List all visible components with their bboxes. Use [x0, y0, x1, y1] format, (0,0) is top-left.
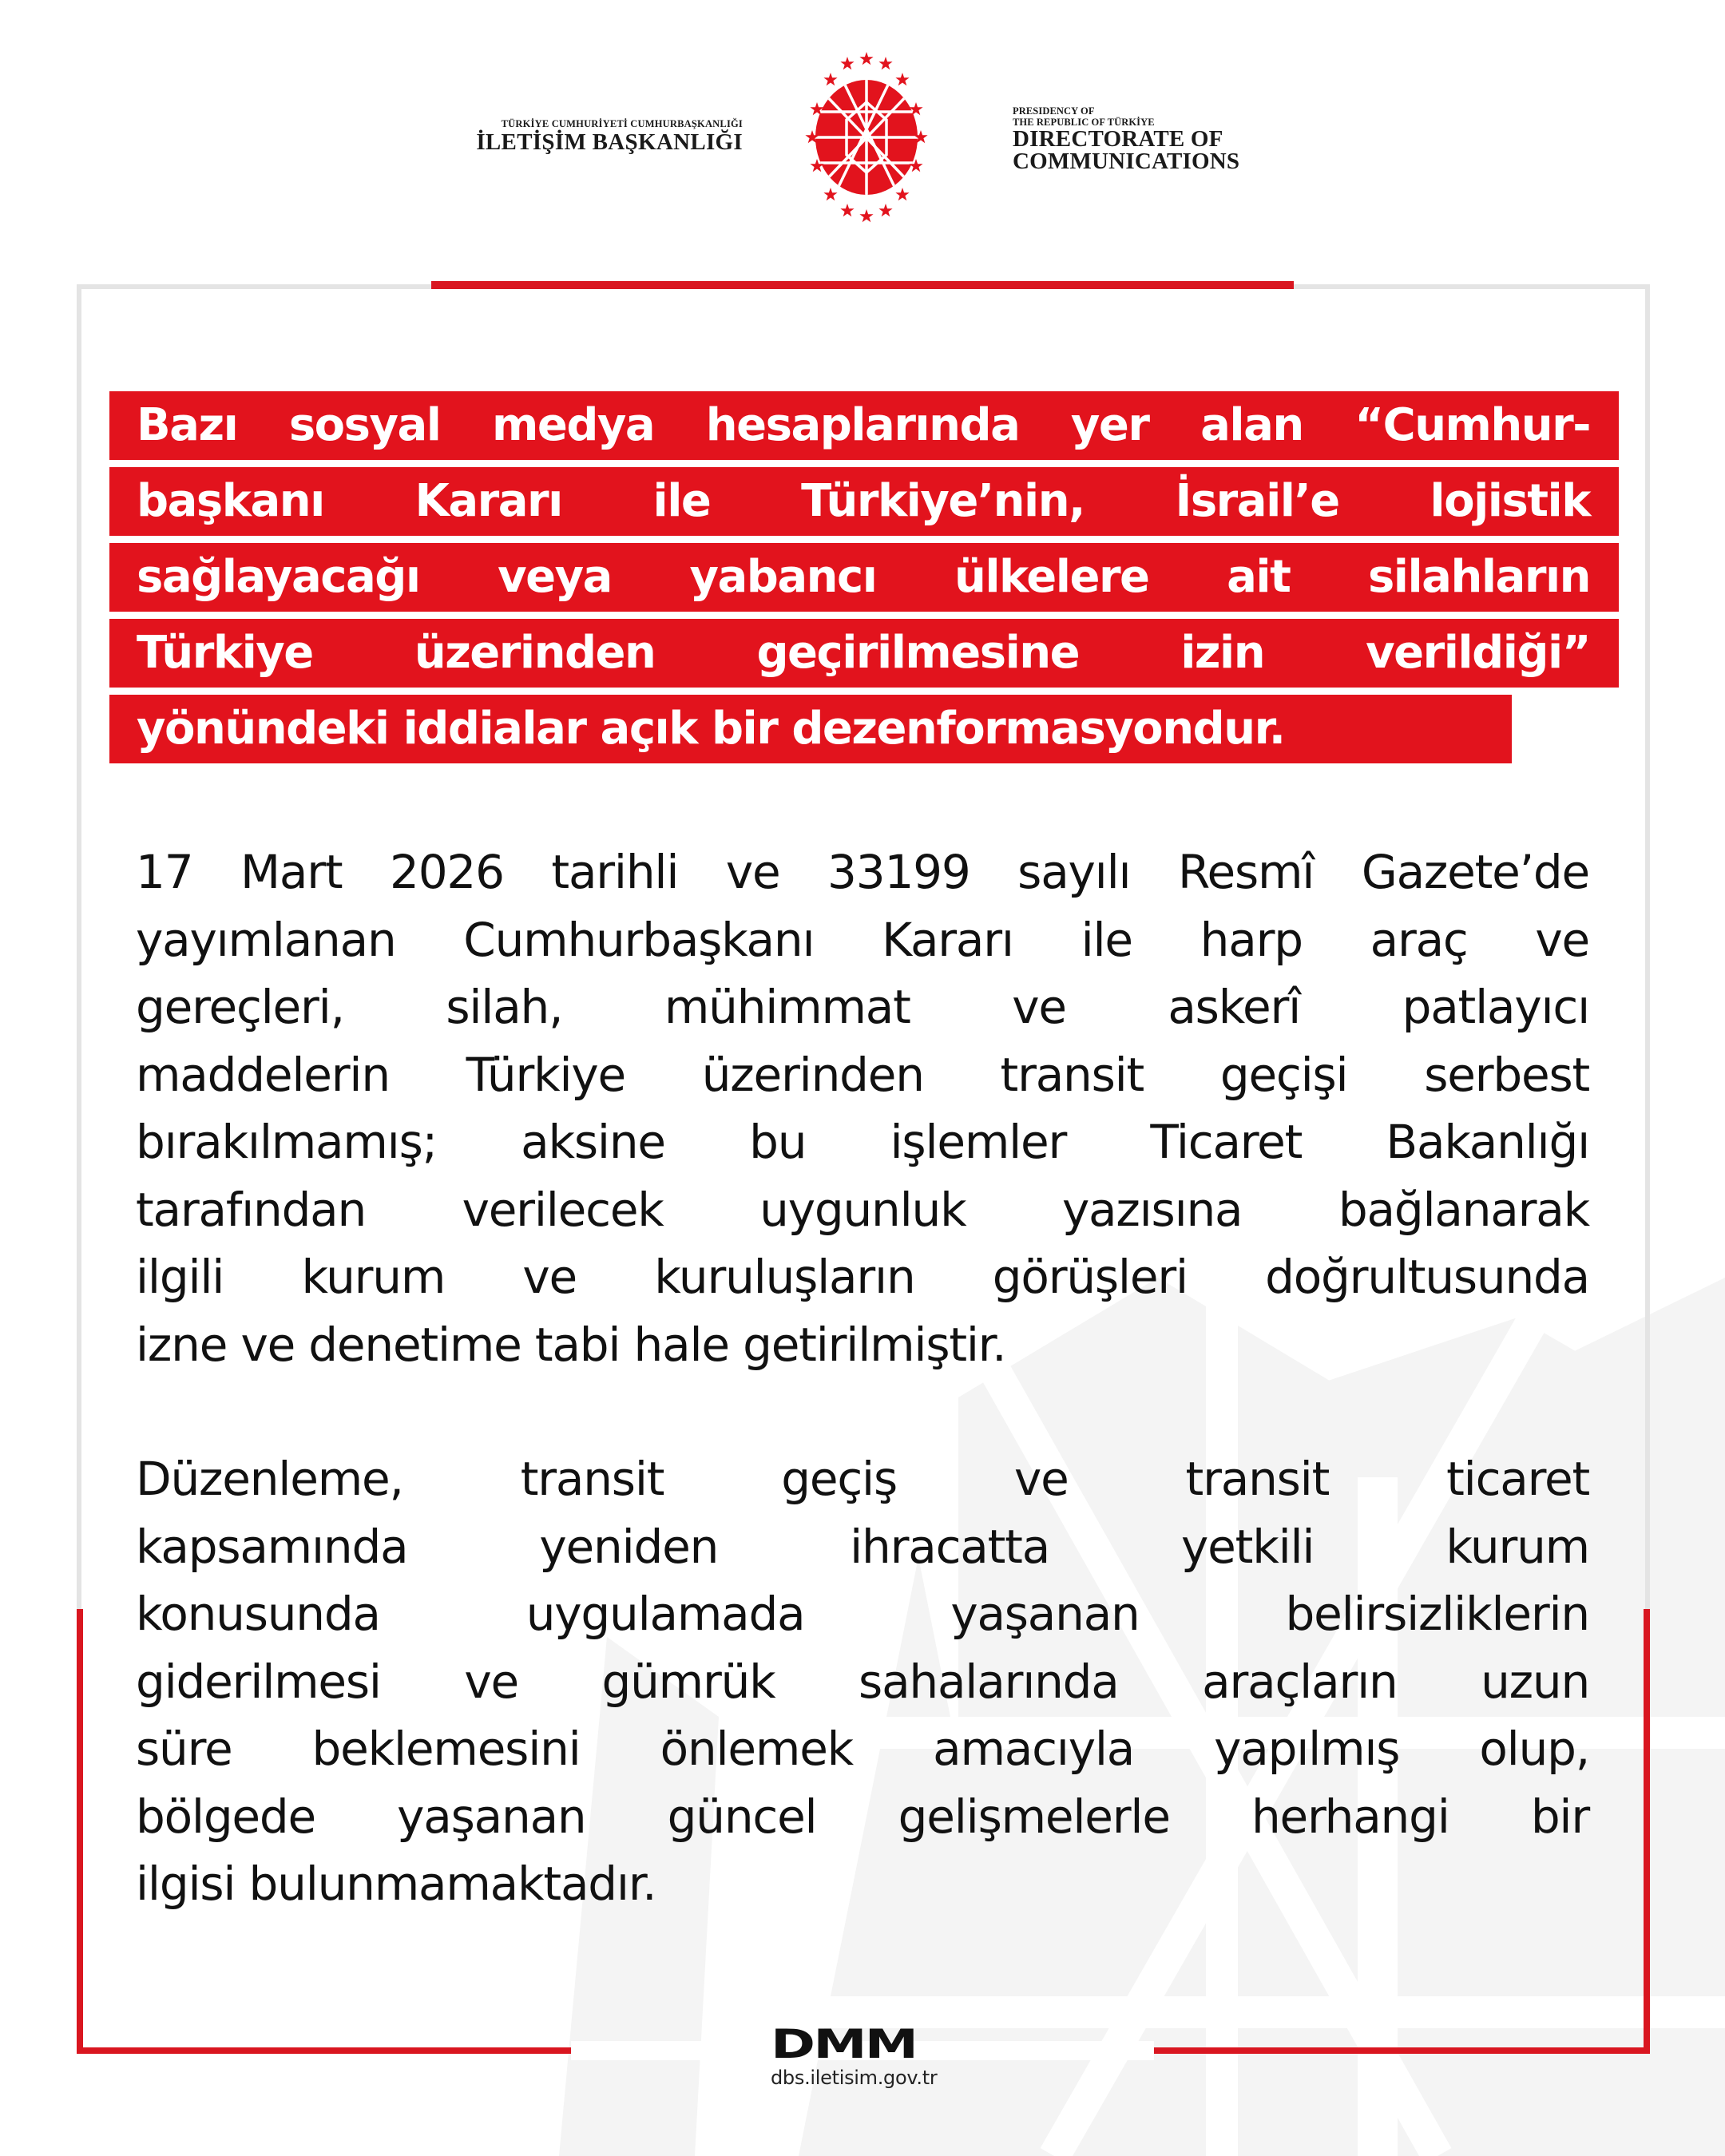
headline	[109, 391, 1619, 771]
headline-line: yönündeki iddialar açık bir dezenformasyondur.	[109, 695, 1512, 763]
header	[0, 0, 1725, 240]
body-line: Düzenleme, transit geçiş ve transit ticaret	[136, 1452, 1589, 1506]
frame-right-red-accent	[1644, 1609, 1650, 2054]
directorate-of-communications-wordmark	[1013, 105, 1239, 172]
body-line: kapsamında yeniden ihracatta yetkili kurum	[136, 1519, 1589, 1574]
body-line: yayımlanan Cumhurbaşkanı Kararı ile harp araç ve	[136, 912, 1589, 967]
headline-line: başkanı Kararı ile Türkiye’nin, İsrail’e lojistik	[109, 467, 1619, 536]
left-subtitle: TÜRKİYE CUMHURİYETİ CUMHURBAŞKANLIĞI	[501, 118, 743, 129]
statement-body	[136, 838, 1589, 1985]
left-title: İLETİŞİM BAŞKANLIĞI	[476, 129, 743, 155]
right-title-1: DIRECTORATE OF	[1013, 126, 1223, 152]
body-line: giderilmesi ve gümrük sahalarında araçların uzun	[136, 1654, 1589, 1709]
body-line: süre beklemesini önlemek amacıyla yapılmış olup,	[136, 1722, 1589, 1776]
body-line: tarafından verilecek uygunluk yazısına bağlanarak	[136, 1182, 1589, 1237]
body-line: 17 Mart 2026 tarihli ve 33199 sayılı Resmî Gazete’de	[136, 845, 1589, 899]
footer-url[interactable]: dbs.iletisim.gov.tr	[771, 2067, 938, 2089]
right-title-2: COMMUNICATIONS	[1013, 149, 1240, 174]
headline-line: Türkiye üzerinden geçirilmesine izin verildiği”	[109, 619, 1619, 688]
body-line: maddelerin Türkiye üzerinden transit geçişi serbest	[136, 1047, 1589, 1102]
frame-left-red-accent	[77, 1609, 83, 2054]
body-line: bırakılmamış; aksine bu işlemler Ticaret Bakanlığı	[136, 1115, 1589, 1169]
headline-line: Bazı sosyal medya hesaplarında yer alan “Cumhur-	[109, 391, 1619, 460]
body-line: izne ve denetime tabi hale getirilmiştir.	[136, 1317, 1006, 1372]
body-line: ilgisi bulunmamaktadır.	[136, 1857, 656, 1911]
body-line: ilgili kurum ve kuruluşların görüşleri doğrultusunda	[136, 1250, 1589, 1304]
paragraph-1	[136, 838, 1589, 1378]
body-line: gereçleri, silah, mühimmat ve askerî patlayıcı	[136, 980, 1589, 1034]
body-line: bölgede yaşanan güncel gelişmelerle herhangi bir	[136, 1789, 1589, 1844]
headline-line: sağlayacağı veya yabancı ülkelere ait silahların	[109, 543, 1619, 612]
body-line: konusunda uygulamada yaşanan belirsizliklerin	[136, 1587, 1589, 1641]
right-subtitle-1: PRESIDENCY OF	[1013, 105, 1095, 117]
right-subtitle-2: THE REPUBLIC OF TÜRKİYE	[1013, 117, 1155, 128]
frame-bottom-left-red-accent	[77, 2047, 571, 2054]
paragraph-2	[136, 1445, 1589, 1918]
frame-bottom-right-red-accent	[1154, 2047, 1650, 2054]
frame-top-red-accent	[431, 281, 1294, 289]
iletisim-baskanligi-wordmark	[476, 118, 743, 154]
dmm-logo: DMM	[771, 2021, 917, 2067]
presidential-seal-icon	[787, 48, 946, 228]
footer	[771, 2021, 954, 2089]
